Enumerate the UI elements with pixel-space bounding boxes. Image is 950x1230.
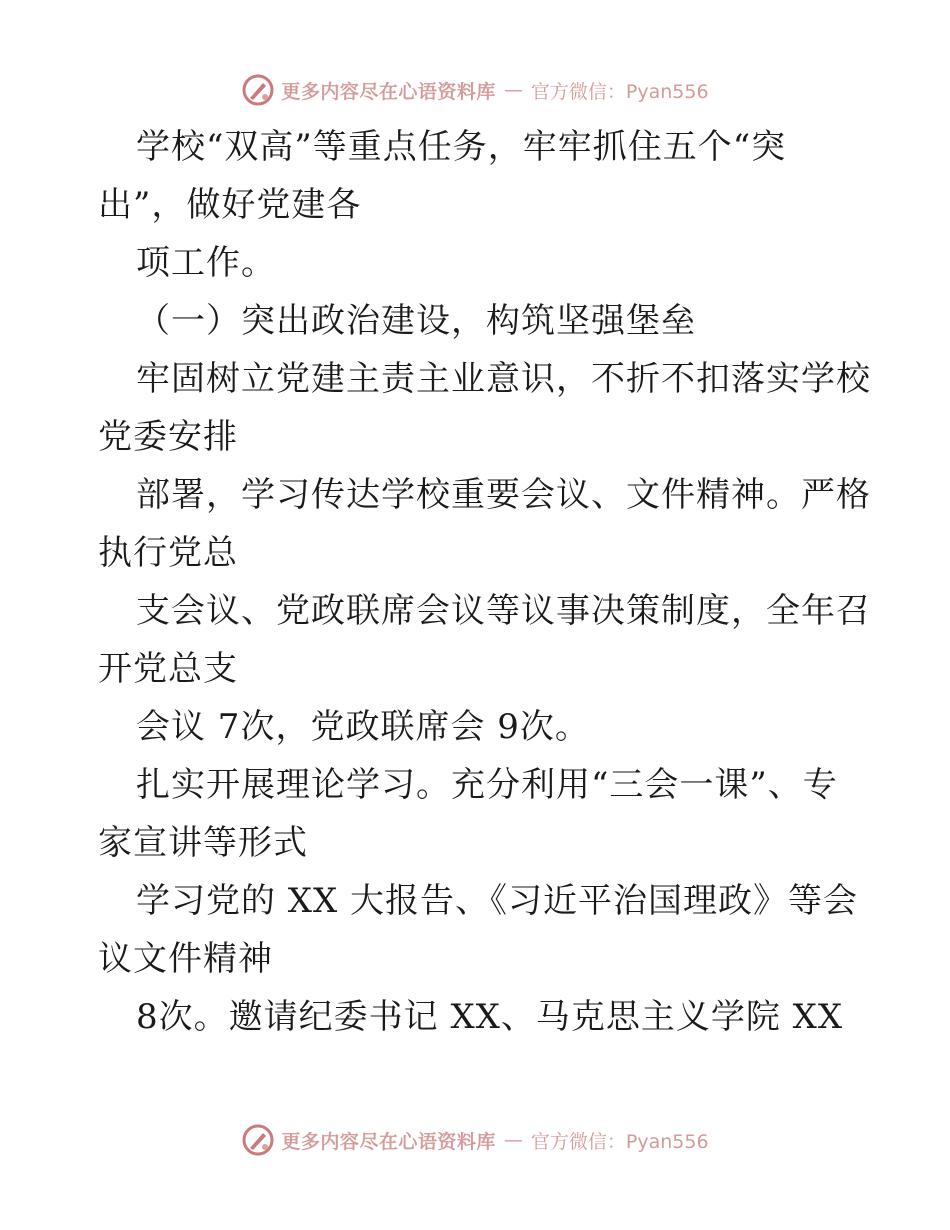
watermark-separator: — (503, 1129, 523, 1151)
pen-logo-icon (241, 1123, 275, 1157)
text-line: 扎实开展理论学习。充分利用“三会一课”、专 (136, 765, 838, 805)
text-line: （一）突出政治建设，构筑坚强堡垒 (136, 301, 696, 341)
footer-watermark (0, 1120, 950, 1160)
text-line: 项工作。 (136, 243, 276, 283)
text-line: 部署，学习传达学校重要会议、文件精神。严格 (136, 475, 871, 515)
watermark-text: 更多内容尽在心语资料库 (281, 1130, 496, 1153)
text-line: 出”，做好党建各 (98, 185, 362, 225)
text-line: 会议 7次，党政联席会 9次。 (136, 707, 590, 747)
watermark-separator: — (503, 79, 523, 101)
watermark-wechat: 官方微信：Pyan556 (530, 80, 709, 103)
text-line: 家宣讲等形式 (98, 823, 308, 863)
pen-logo-icon (241, 73, 275, 107)
text-line: 支会议、党政联席会议等议事决策制度，全年召 (136, 591, 871, 631)
text-line: 议文件精神 (98, 939, 273, 979)
text-line: 学习党的 XX 大报告、《习近平治国理政》等会 (136, 881, 859, 921)
text-line: 开党总支 (98, 649, 238, 689)
watermark-text: 更多内容尽在心语资料库 (281, 80, 496, 103)
body-text (98, 118, 871, 1046)
text-line: 党委安排 (98, 417, 238, 457)
header-watermark (0, 70, 950, 110)
text-line: 8次。邀请纪委书记 XX、马克思主义学院 XX (136, 997, 844, 1037)
text-line: 执行党总 (98, 533, 238, 573)
text-line: 学校“双高”等重点任务，牢牢抓住五个“突 (136, 127, 787, 167)
watermark-wechat: 官方微信：Pyan556 (530, 1130, 709, 1153)
text-line: 牢固树立党建主责主业意识，不折不扣落实学校 (136, 359, 871, 399)
